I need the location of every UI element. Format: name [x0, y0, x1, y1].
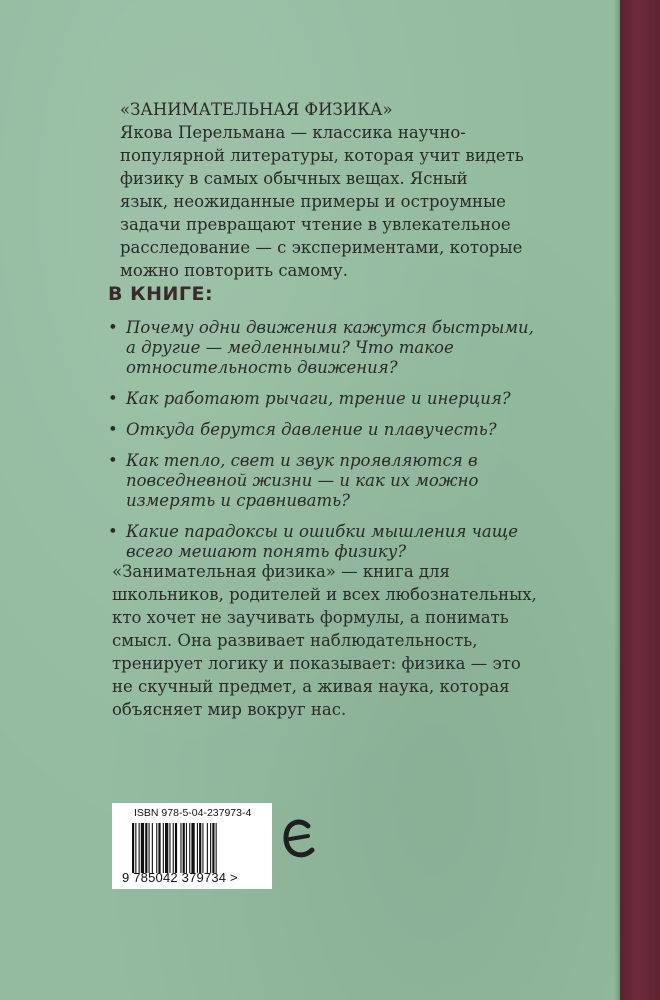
bullet-icon: •: [108, 389, 118, 408]
list-item: [108, 318, 534, 378]
barcode-bar: [186, 823, 187, 873]
barcode-bar: [139, 823, 140, 873]
bullet-icon: •: [108, 420, 118, 439]
intro-line: задачи превращают чтение в увлекательное: [120, 215, 511, 234]
barcode-bar: [197, 823, 198, 873]
intro-line: Якова Перельмана — классика научно-: [120, 123, 466, 142]
barcode-bar: [216, 823, 217, 873]
list-item: [108, 420, 528, 440]
closing-line: смысл. Она развивает наблюдательность,: [112, 631, 478, 650]
bullet-icon: •: [108, 451, 118, 470]
bullet-line: повседневной жизни — и как их можно: [126, 471, 479, 490]
barcode-bar: [132, 823, 134, 873]
list-item: [108, 451, 528, 511]
barcode-bar: [202, 823, 203, 873]
eksmo-logo-icon: [282, 818, 316, 864]
isbn-label: ISBN 978-5-04-237973-4: [134, 807, 252, 819]
closing-line: «Занимательная физика» — книга для: [112, 562, 450, 581]
bullet-line: Откуда берутся давление и плавучесть?: [126, 420, 497, 439]
bullet-line: относительность движения?: [126, 358, 398, 377]
closing-line: объясняет мир вокруг нас.: [112, 700, 347, 719]
bullet-line: Как работают рычаги, трение и инерция?: [126, 389, 511, 408]
barcode-bar: [212, 823, 214, 873]
intro-line: физику в самых обычных вещах. Ясный: [120, 169, 468, 188]
barcode-bar: [183, 823, 185, 873]
barcode-bar: [189, 823, 190, 873]
barcode-block: [112, 803, 272, 889]
bullet-line: Какие парадоксы и ошибки мышления чаще: [126, 522, 519, 541]
intro-line: популярной литературы, которая учит видеть: [120, 146, 524, 165]
barcode-bar: [180, 823, 181, 873]
barcode-digits: 9 785042 379734 >: [122, 870, 238, 885]
bullet-line: измерять и сравнивать?: [126, 491, 350, 510]
section-title: В КНИГЕ:: [108, 283, 214, 305]
closing-line: тренирует логику и показывает: физика — это: [112, 654, 521, 673]
bullet-line: всего мешают понять физику?: [126, 542, 407, 561]
intro-paragraph: [120, 98, 530, 282]
barcode-bar: [175, 823, 177, 873]
bullet-line: а другие — медленными? Что такое: [126, 338, 454, 357]
intro-line: можно повторить самому.: [120, 261, 348, 280]
list-item: [108, 389, 528, 409]
barcode-bar: [149, 823, 150, 873]
intro-line: «ЗАНИМАТЕЛЬНАЯ ФИЗИКА»: [120, 100, 393, 119]
closing-line: не скучный предмет, а живая наука, которая: [112, 677, 510, 696]
bullet-icon: •: [108, 318, 118, 337]
barcode-bar: [191, 823, 194, 873]
list-item: [108, 522, 528, 562]
closing-paragraph: [112, 560, 537, 721]
barcode-bar: [156, 823, 157, 873]
barcode-bar: [165, 823, 168, 873]
barcode-bars: [132, 823, 250, 873]
intro-line: язык, неожиданные примеры и остроумные: [120, 192, 506, 211]
barcode-bar: [163, 823, 164, 873]
barcode-bar: [173, 823, 174, 873]
bullet-icon: •: [108, 522, 118, 541]
barcode-bar: [145, 823, 147, 873]
barcode-bar: [210, 823, 211, 873]
bullet-line: Почему одни движения кажутся быстрыми,: [126, 318, 534, 337]
barcode-bar: [135, 823, 136, 873]
barcode-bar: [158, 823, 160, 873]
intro-line: расследование — с экспериментами, которые: [120, 238, 523, 257]
closing-line: кто хочет не заучивать формулы, а понимать: [112, 608, 509, 627]
bullet-list: [108, 318, 534, 573]
barcode-bar: [169, 823, 170, 873]
closing-line: школьников, родителей и всех любознательных,: [112, 585, 537, 604]
spine: [620, 0, 660, 1000]
barcode-bar: [199, 823, 201, 873]
barcode-bar: [152, 823, 153, 873]
bullet-line: Как тепло, свет и звук проявляются в: [126, 451, 478, 470]
barcode-bar: [207, 823, 208, 873]
barcode-bar: [141, 823, 144, 873]
